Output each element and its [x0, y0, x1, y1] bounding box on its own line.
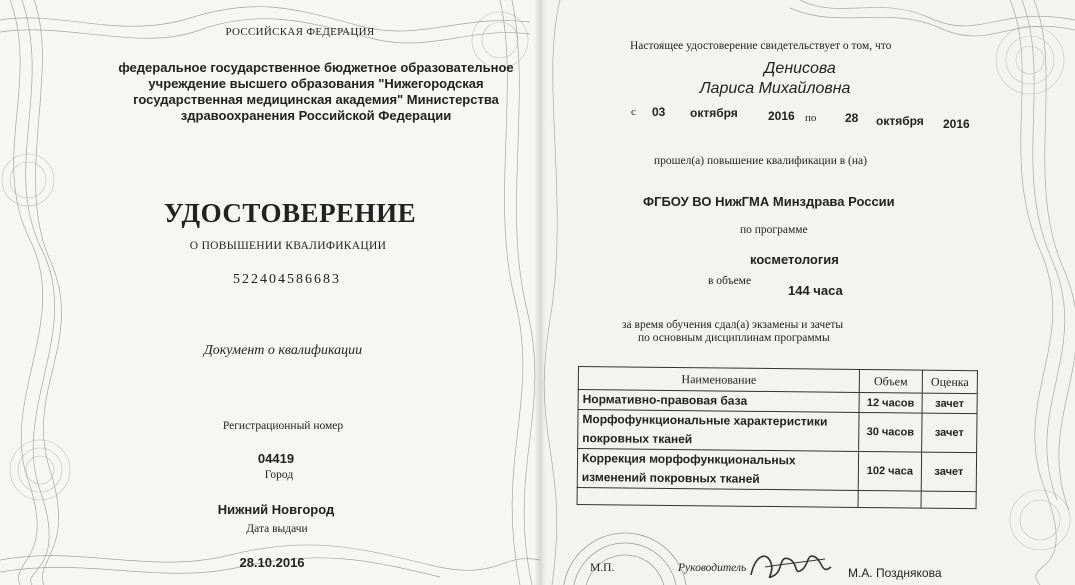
period-to-label: по	[805, 112, 817, 124]
header-volume: Объем	[859, 369, 922, 393]
organization: ФГБОУ ВО НижГМА Минздрава России	[643, 194, 895, 209]
volume-label: в объеме	[708, 275, 752, 287]
course-volume: 12 часов	[859, 392, 922, 413]
institution-name	[118, 60, 513, 124]
course-grade: зачет	[922, 393, 977, 414]
stamp-seal	[560, 525, 690, 585]
header-name: Наименование	[578, 367, 859, 393]
empty-cell	[577, 487, 858, 507]
stamp-label: М.П.	[590, 562, 615, 574]
course-name: Морфофункциональные характеристики покровных тканей	[578, 410, 859, 452]
name-patronymic: Лариса Михайловна	[699, 80, 851, 97]
city-value: Нижний Новгород	[217, 502, 335, 517]
passed-text: прошел(а) повышение квалификации в (на)	[654, 155, 867, 167]
period-from-month: октября	[690, 106, 738, 120]
document-subtitle: О ПОВЫШЕНИИ КВАЛИФИКАЦИИ	[189, 240, 387, 252]
course-name: Нормативно-правовая база	[578, 390, 859, 413]
head-label: Руководитель	[678, 562, 747, 574]
country-label: РОССИЙСКАЯ ФЕДЕРАЦИЯ	[225, 26, 375, 38]
course-grade: зачет	[921, 452, 976, 492]
certifies-text: Настоящее удостоверение свидетельствует о том, что	[630, 40, 892, 52]
program-name: косметология	[750, 252, 839, 267]
course-volume: 102 часа	[858, 451, 921, 491]
institution-line-1: федеральное государственное бюджетное образовательное	[118, 60, 514, 75]
reg-number-label: Регистрационный номер	[222, 420, 344, 432]
issue-date-label: Дата выдачи	[246, 523, 308, 535]
serial-number: 522404586683	[233, 272, 341, 287]
institution-line-2: учреждение высшего образования "Нижегородская	[148, 76, 484, 91]
program-label: по программе	[740, 224, 808, 236]
table-row	[578, 410, 977, 453]
course-name: Коррекция морфофункциональных изменений покровных тканей	[577, 449, 858, 491]
document-title: УДОСТОВЕРЕНИЕ	[163, 198, 417, 228]
period-to-day: 28	[845, 111, 859, 125]
period-from-label: с	[631, 106, 636, 118]
period-to-month: октября	[876, 114, 924, 128]
exams-line-1: за время обучения сдал(а) экзамены и зачеты	[622, 319, 844, 331]
course-grade: зачет	[922, 413, 977, 453]
institution-line-4: здравоохранения Российской Федерации	[180, 108, 452, 123]
empty-cell	[858, 490, 921, 508]
period-to-year: 2016	[943, 117, 970, 131]
table-row-empty	[577, 487, 976, 508]
issue-date: 28.10.2016	[239, 555, 305, 570]
exams-line-2: по основным дисциплинам программы	[638, 332, 830, 344]
table-row	[577, 449, 976, 492]
course-volume: 30 часов	[859, 412, 922, 452]
period-from-year: 2016	[768, 109, 795, 123]
signatory-name: М.А. Позднякова	[848, 566, 942, 580]
volume-value: 144 часа	[788, 283, 843, 298]
document-type: Документ о квалификации	[203, 343, 363, 358]
surname: Денисова	[764, 60, 836, 77]
header-grade: Оценка	[922, 370, 977, 394]
institution-line-3: государственная медицинская академия" Министерства	[133, 92, 499, 107]
page-fold	[534, 0, 546, 585]
courses-table	[577, 366, 978, 509]
period-from-day: 03	[652, 105, 666, 119]
empty-cell	[921, 491, 976, 509]
reg-number: 04419	[257, 451, 295, 466]
city-label: Город	[264, 469, 294, 481]
